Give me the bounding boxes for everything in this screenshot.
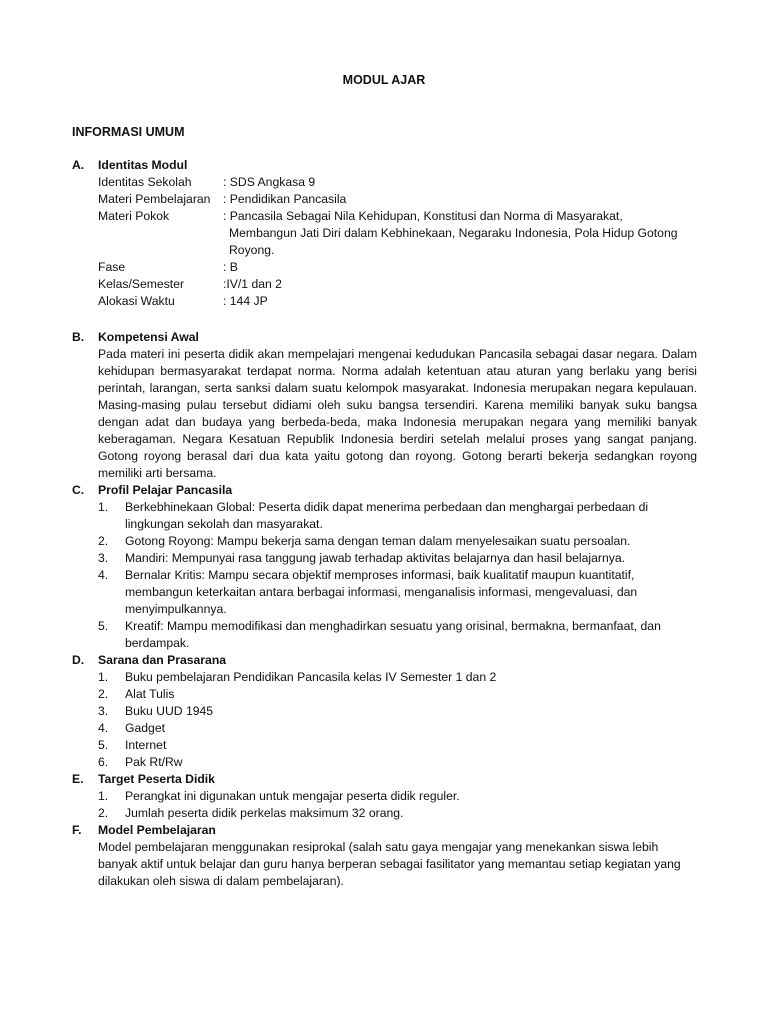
list-item [98, 737, 698, 754]
list-item [98, 754, 698, 771]
list-text: Mandiri: Mempunyai rasa tanggung jawab terhadap aktivitas belajarnya dan hasil belajarnya. [125, 551, 625, 565]
section-f-letter: F. [72, 823, 82, 837]
section-b-heading: Kompetensi Awal [98, 330, 199, 344]
document-title: MODUL AJAR [342, 73, 426, 87]
identity-value: : Pendidikan Pancasila [223, 192, 347, 206]
list-text: Bernalar Kritis: Mampu secara objektif memproses informasi, baik kualitatif maupun kuantitatif, membangun keterkaitan antara berbagai informasi, menganalisis informasi, mengevaluasi, dan menyimpulkannya. [125, 568, 638, 616]
identity-label: Fase [98, 260, 126, 274]
list-item [98, 703, 698, 720]
list-number: 2. [98, 534, 109, 548]
list-item [98, 669, 698, 686]
section-e-letter: E. [72, 772, 84, 786]
list-item [98, 567, 698, 618]
list-text: Internet [125, 738, 167, 752]
identity-value: Royong. [229, 243, 275, 257]
list-number: 1. [98, 500, 109, 514]
section-b-paragraph: Pada materi ini peserta didik akan mempelajari mengenai kedudukan Pancasila sebagai dasar negara. Dalam kehidupan bermasyarakat terdapat norma. Norma adalah ketentuan atau aturan yang berlaku yang berisi perintah, larangan, serta sanksi dalam suatu kelompok masyarakat. Indonesia merupakan negara kepulauan. Masing-masing pulau tersebut didiami oleh suku bangsa tersendiri. Karena memiliki banyak suku bangsa dengan adat dan budaya yang berbeda-beda, maka Indonesia merupakan negara yang memiliki banyak keberagaman. Negara Kesatuan Republik Indonesia berdiri setelah melalui proses yang sangat panjang. Gotong royong berasal dari dua kata yaitu gotong dan royong. Gotong berarti bekerja sedangkan royong memiliki arti bersama. [98, 347, 697, 480]
list-number: 2. [98, 687, 109, 701]
list-number: 3. [98, 551, 109, 565]
list-number: 5. [98, 738, 109, 752]
section-e-heading: Target Peserta Didik [98, 772, 215, 786]
facilities-list [98, 669, 698, 771]
list-item [98, 788, 698, 805]
identity-label: Materi Pokok [98, 209, 170, 223]
identity-value: Membangun Jati Diri dalam Kebhinekaan, Negaraku Indonesia, Pola Hidup Gotong [229, 226, 678, 240]
target-list [98, 788, 698, 822]
list-item [98, 805, 698, 822]
list-item [98, 618, 698, 652]
identity-label: Materi Pembelajaran [98, 192, 211, 206]
section-a-letter: A. [72, 158, 85, 172]
identity-label: Identitas Sekolah [98, 175, 192, 189]
section-c-heading: Profil Pelajar Pancasila [98, 483, 233, 497]
list-number: 1. [98, 789, 109, 803]
list-text: Gadget [125, 721, 165, 735]
section-c-letter: C. [72, 483, 85, 497]
profile-list [98, 499, 698, 652]
list-text: Alat Tulis [125, 687, 175, 701]
list-text: Gotong Royong: Mampu bekerja sama dengan teman dalam menyelesaikan suatu persoalan. [125, 534, 631, 548]
identity-value: : SDS Angkasa 9 [223, 175, 316, 189]
list-number: 2. [98, 806, 109, 820]
list-text: Pak Rt/Rw [125, 755, 183, 769]
identity-label: Kelas/Semester [98, 277, 185, 291]
section-group-title: INFORMASI UMUM [72, 125, 185, 139]
list-text: Perangkat ini digunakan untuk mengajar peserta didik reguler. [125, 789, 460, 803]
identity-value: :IV/1 dan 2 [223, 277, 282, 291]
identity-value: : 144 JP [223, 294, 268, 308]
list-text: Berkebhinekaan Global: Peserta didik dapat menerima perbedaan dan menghargai perbedaan di lingkungan sekolah dan masyarakat. [125, 500, 649, 531]
section-b-letter: B. [72, 330, 85, 344]
list-text: Buku pembelajaran Pendidikan Pancasila kelas IV Semester 1 dan 2 [125, 670, 497, 684]
list-number: 1. [98, 670, 109, 684]
section-d-heading: Sarana dan Prasarana [98, 653, 227, 667]
list-item [98, 720, 698, 737]
identity-value: : B [223, 260, 238, 274]
list-number: 4. [98, 721, 109, 735]
list-number: 3. [98, 704, 109, 718]
list-number: 4. [98, 568, 109, 582]
list-text: Jumlah peserta didik perkelas maksimum 32 orang. [125, 806, 404, 820]
list-item [98, 550, 698, 567]
list-item [98, 499, 698, 533]
section-f-paragraph: Model pembelajaran menggunakan resiprokal (salah satu gaya mengajar yang menekankan siswa lebih banyak aktif untuk belajar dan guru hanya berperan sebagai fasilitator yang memantau setiap kegiatan yang dilakukan oleh siswa di dalam pembelajaran). [98, 840, 681, 888]
list-item [98, 686, 698, 703]
list-item [98, 533, 698, 550]
section-a-heading: Identitas Modul [98, 158, 188, 172]
list-text: Buku UUD 1945 [125, 704, 214, 718]
list-number: 6. [98, 755, 109, 769]
list-number: 5. [98, 619, 109, 633]
section-f-heading: Model Pembelajaran [98, 823, 216, 837]
identity-value: : Pancasila Sebagai Nila Kehidupan, Konstitusi dan Norma di Masyarakat, [223, 209, 623, 223]
identity-label: Alokasi Waktu [98, 294, 175, 308]
section-d-letter: D. [72, 653, 85, 667]
list-text: Kreatif: Mampu memodifikasi dan menghadirkan sesuatu yang orisinal, bermakna, bermanfaat, dan berdampak. [125, 619, 661, 650]
